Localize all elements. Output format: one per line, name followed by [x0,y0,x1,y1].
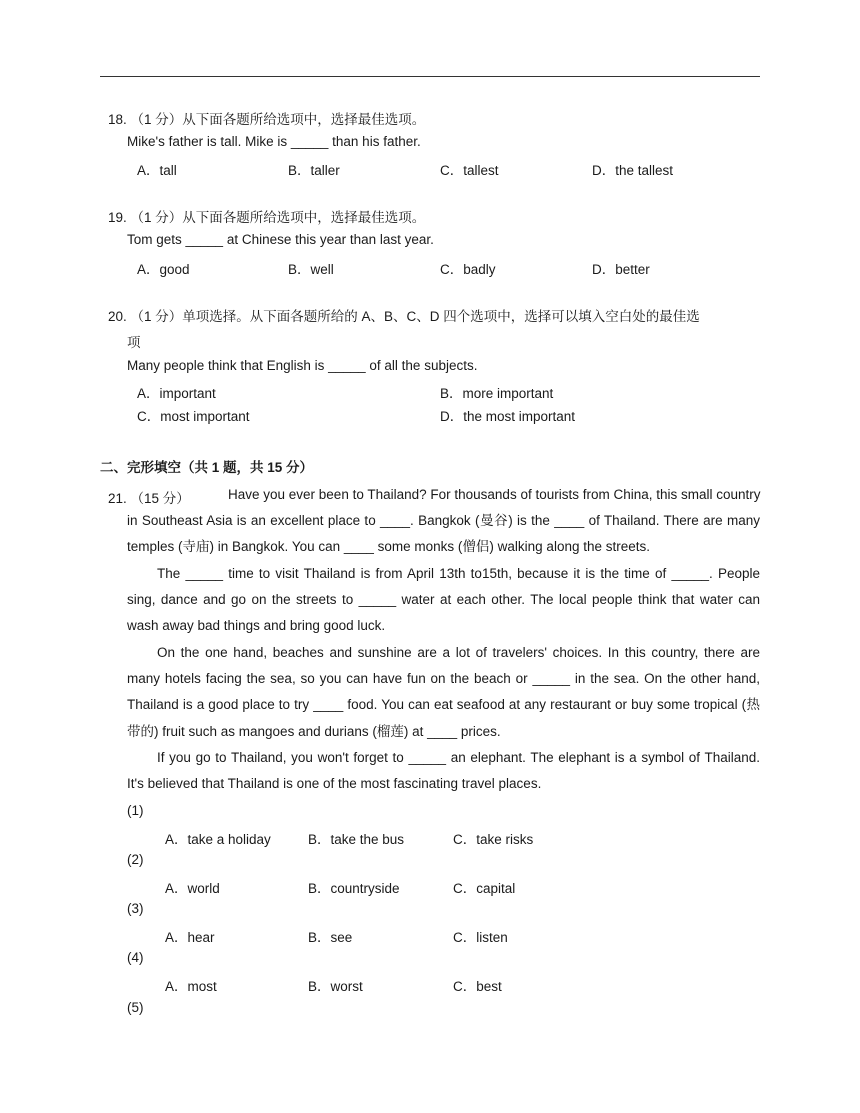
q21-sub2-option-b[interactable]: B．countryside [308,881,400,896]
q21-paragraph-1: in Southeast Asia is an excellent place to ____. Bangkok (曼谷) is the ____ of Thailand. There are many temples (寺庙) in Bangkok. You can ____ some monks (僧侣) walking along the streets. [127,513,760,555]
q21-sub4-option-c[interactable]: C．best [453,979,502,994]
q18-option-b[interactable]: B．taller [288,163,340,178]
q21-sub1-option-b[interactable]: B．take the bus [308,832,405,847]
q21-number: 21. （15 分） [108,491,190,506]
q21-paragraph-4: If you go to Thailand, you won't forget to _____ an elephant. The elephant is a symbol of Thailand. It's believed that Thailand is one of the most fascinating travel places. [127,750,760,792]
q21-sub1-option-a[interactable]: A．take a holiday [165,832,271,847]
q21-sub2-option-a[interactable]: A．world [165,881,220,896]
q18-heading: 18. （1 分）从下面各题所给选项中，选择最佳选项。 [108,112,426,127]
q21-sub2-label: (2) [127,852,144,867]
q21-sub5-label: (5) [127,1000,144,1015]
q21-sub3-option-b[interactable]: B．see [308,930,353,945]
q20-stem: Many people think that English is _____ of all the subjects. [127,358,478,373]
q20-option-d[interactable]: D．the most important [440,409,576,424]
q21-sub3-option-c[interactable]: C．listen [453,930,508,945]
q18-option-d[interactable]: D．the tallest [592,163,674,178]
section-title: 二、完形填空（共 1 题，共 15 分） [100,460,314,475]
q18-option-c[interactable]: C．tallest [440,163,499,178]
q18-stem: Mike's father is tall. Mike is _____ than his father. [127,134,421,149]
q21-sub1-label: (1) [127,803,144,818]
q19-heading: 19. （1 分）从下面各题所给选项中，选择最佳选项。 [108,210,426,225]
q21-sub2-option-c[interactable]: C．capital [453,881,516,896]
q21-paragraph-1-first-line: Have you ever been to Thailand? For thousands of tourists from China, this small country [228,487,761,502]
q19-option-b[interactable]: B．well [288,262,334,277]
q21-sub1-option-c[interactable]: C．take risks [453,832,534,847]
q20-option-c[interactable]: C．most important [137,409,250,424]
q19-option-a[interactable]: A．good [137,262,190,277]
q21-sub4-option-b[interactable]: B．worst [308,979,363,994]
q19-option-c[interactable]: C．badly [440,262,496,277]
q21-sub3-option-a[interactable]: A．hear [165,930,215,945]
q21-sub4-label: (4) [127,950,144,965]
q21-paragraph-3: On the one hand, beaches and sunshine are a lot of travelers' choices. In this country, there are many hotels facing the sea, so you can have fun on the beach or _____ in the sea. On the other hand, Thailand is a good place to try ____ food. You can eat seafood at any restaurant or buy some tropical (热带的) fruit such as mangoes and durians (榴莲) at ____ prices. [127,645,760,739]
q20-heading-continued: 项 [127,335,141,350]
q20-option-a[interactable]: A．important [137,386,216,401]
q20-option-b[interactable]: B．more important [440,386,554,401]
header-rule [100,76,760,77]
q20-heading: 20. （1 分）单项选择。从下面各题所给的 A、B、C、D 四个选项中，选择可以填入空白处的最佳选 [108,309,700,324]
q21-sub3-label: (3) [127,901,144,916]
q21-sub4-option-a[interactable]: A．most [165,979,217,994]
q21-paragraph-2: The _____ time to visit Thailand is from April 13th to15th, because it is the time of _____. People sing, dance and go on the streets to _____ water at each other. The local people think that water can wash away bad things and bring good luck. [127,566,760,634]
q19-option-d[interactable]: D．better [592,262,650,277]
q19-stem: Tom gets _____ at Chinese this year than last year. [127,232,434,247]
q18-option-a[interactable]: A．tall [137,163,177,178]
